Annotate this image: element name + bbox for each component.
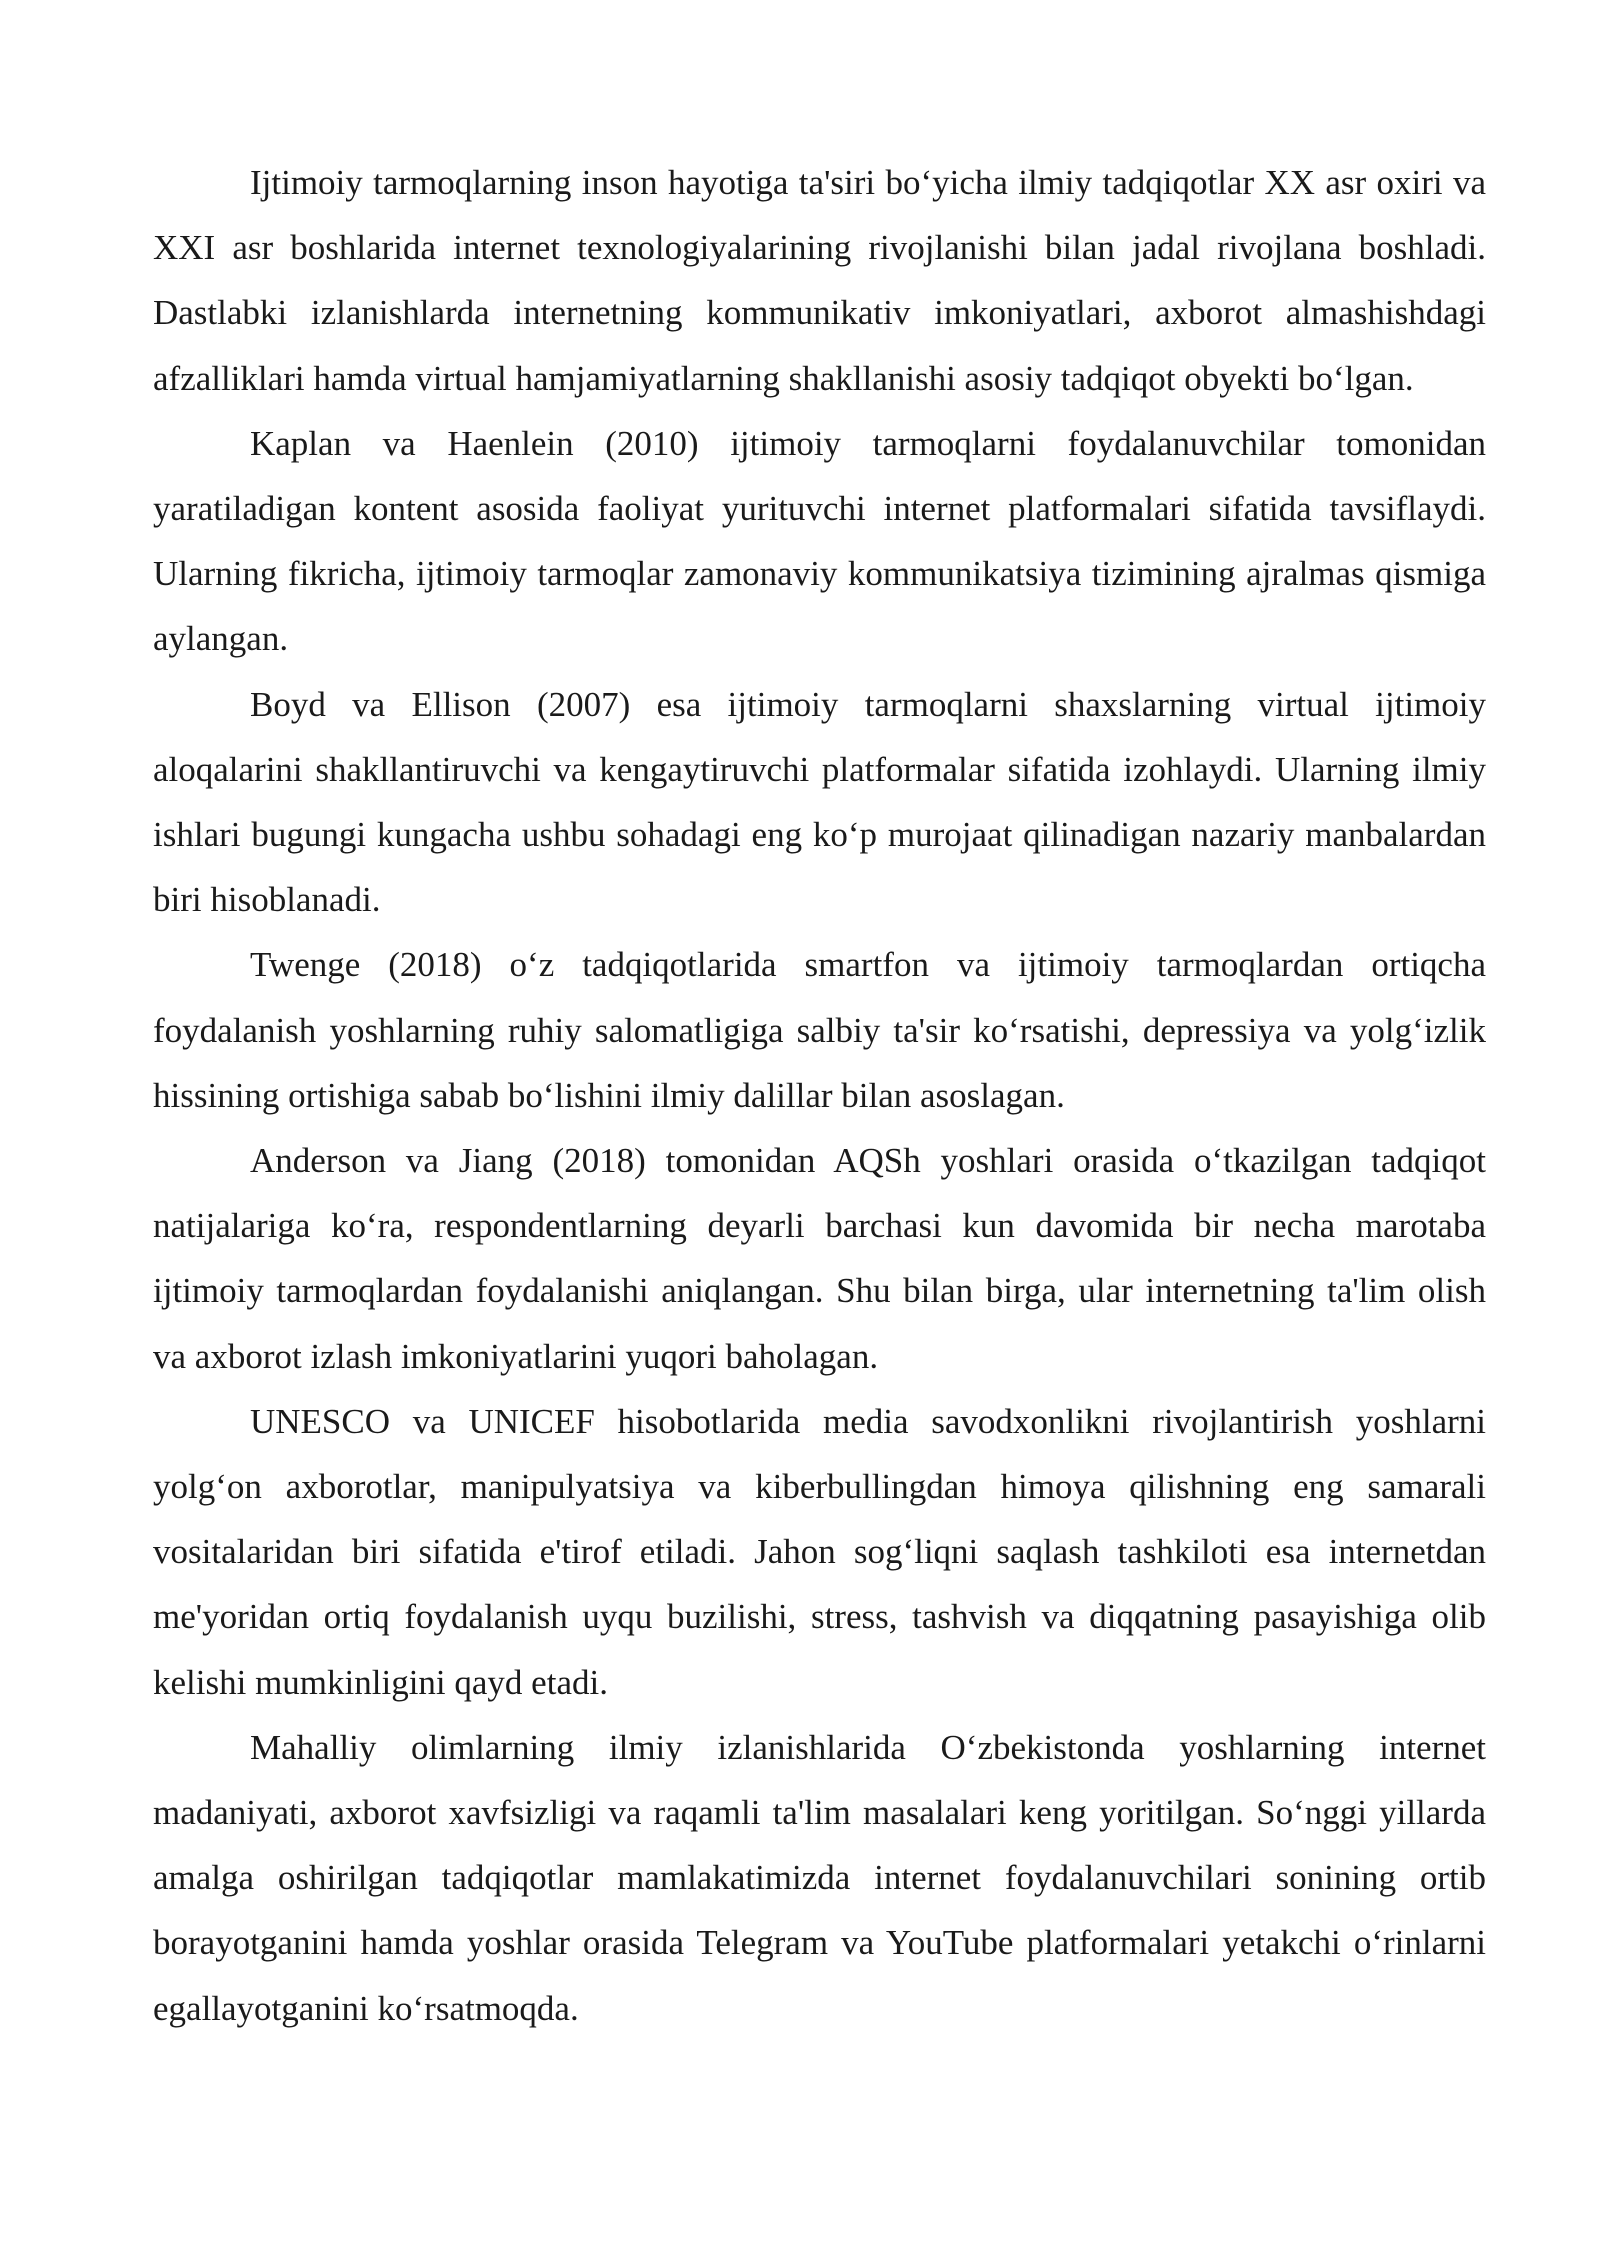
paragraph: UNESCO va UNICEF hisobotlarida media savodxonlikni rivojlantirish yoshlarni yolg‘on axborotlar, manipulyatsiya va kiberbullingdan himoya qilishning eng samarali vositalaridan biri sifatida e'tirof etiladi. Jahon sog‘liqni saqlash tashkiloti esa internetdan me'yoridan ortiq foydalanish uyqu buzilishi, stress, tashvish va diqqatning pasayishiga olib kelishi mumkinligini qayd etadi. [153, 1401, 1486, 1702]
paragraph: Kaplan va Haenlein (2010) ijtimoiy tarmoqlarni foydalanuvchilar tomonidan yaratiladigan kontent asosida faoliyat yurituvchi internet platformalari sifatida tavsiflaydi. Ularning fikricha, ijtimoiy tarmoqlar zamonaviy kommunikatsiya tizimining ajralmas qismiga aylangan. [153, 423, 1486, 659]
paragraph: Twenge (2018) o‘z tadqiqotlarida smartfon va ijtimoiy tarmoqlardan ortiqcha foydalanish yoshlarning ruhiy salomatligiga salbiy ta'sir ko‘rsatishi, depressiya va yolg‘izlik hissining ortishiga sabab bo‘lishini ilmiy dalillar bilan asoslagan. [153, 945, 1486, 1115]
document-body [153, 150, 1486, 2041]
paragraph: Ijtimoiy tarmoqlarning inson hayotiga ta'siri bo‘yicha ilmiy tadqiqotlar XX asr oxiri va XXI asr boshlarida internet texnologiyalarining rivojlanishi bilan jadal rivojlana boshladi. Dastlabki izlanishlarda internetning kommunikativ imkoniyatlari, axborot almashishdagi afzalliklari hamda virtual hamjamiyatlarning shakllanishi asosiy tadqiqot obyekti bo‘lgan. [153, 163, 1486, 398]
paragraph: Boyd va Ellison (2007) esa ijtimoiy tarmoqlarni shaxslarning virtual ijtimoiy aloqalarini shakllantiruvchi va kengaytiruvchi platformalar sifatida izohlaydi. Ularning ilmiy ishlari bugungi kungacha ushbu sohadagi eng ko‘p murojaat qilinadigan nazariy manbalardan biri hisoblanadi. [153, 684, 1486, 920]
paragraph: Mahalliy olimlarning ilmiy izlanishlarida O‘zbekistonda yoshlarning internet madaniyati, axborot xavfsizligi va raqamli ta'lim masalalari keng yoritilgan. So‘nggi yillarda amalga oshirilgan tadqiqotlar mamlakatimizda internet foydalanuvchilari sonining ortib borayotganini hamda yoshlar orasida Telegram va YouTube platformalari yetakchi o‘rinlarni egallayotganini ko‘rsatmoqda. [153, 1727, 1486, 2028]
paragraph: Anderson va Jiang (2018) tomonidan AQSh yoshlari orasida o‘tkazilgan tadqiqot natijalariga ko‘ra, respondentlarning deyarli barchasi kun davomida bir necha marotaba ijtimoiy tarmoqlardan foydalanishi aniqlangan. Shu bilan birga, ular internetning ta'lim olish va axborot izlash imkoniyatlarini yuqori baholagan. [153, 1141, 1486, 1376]
